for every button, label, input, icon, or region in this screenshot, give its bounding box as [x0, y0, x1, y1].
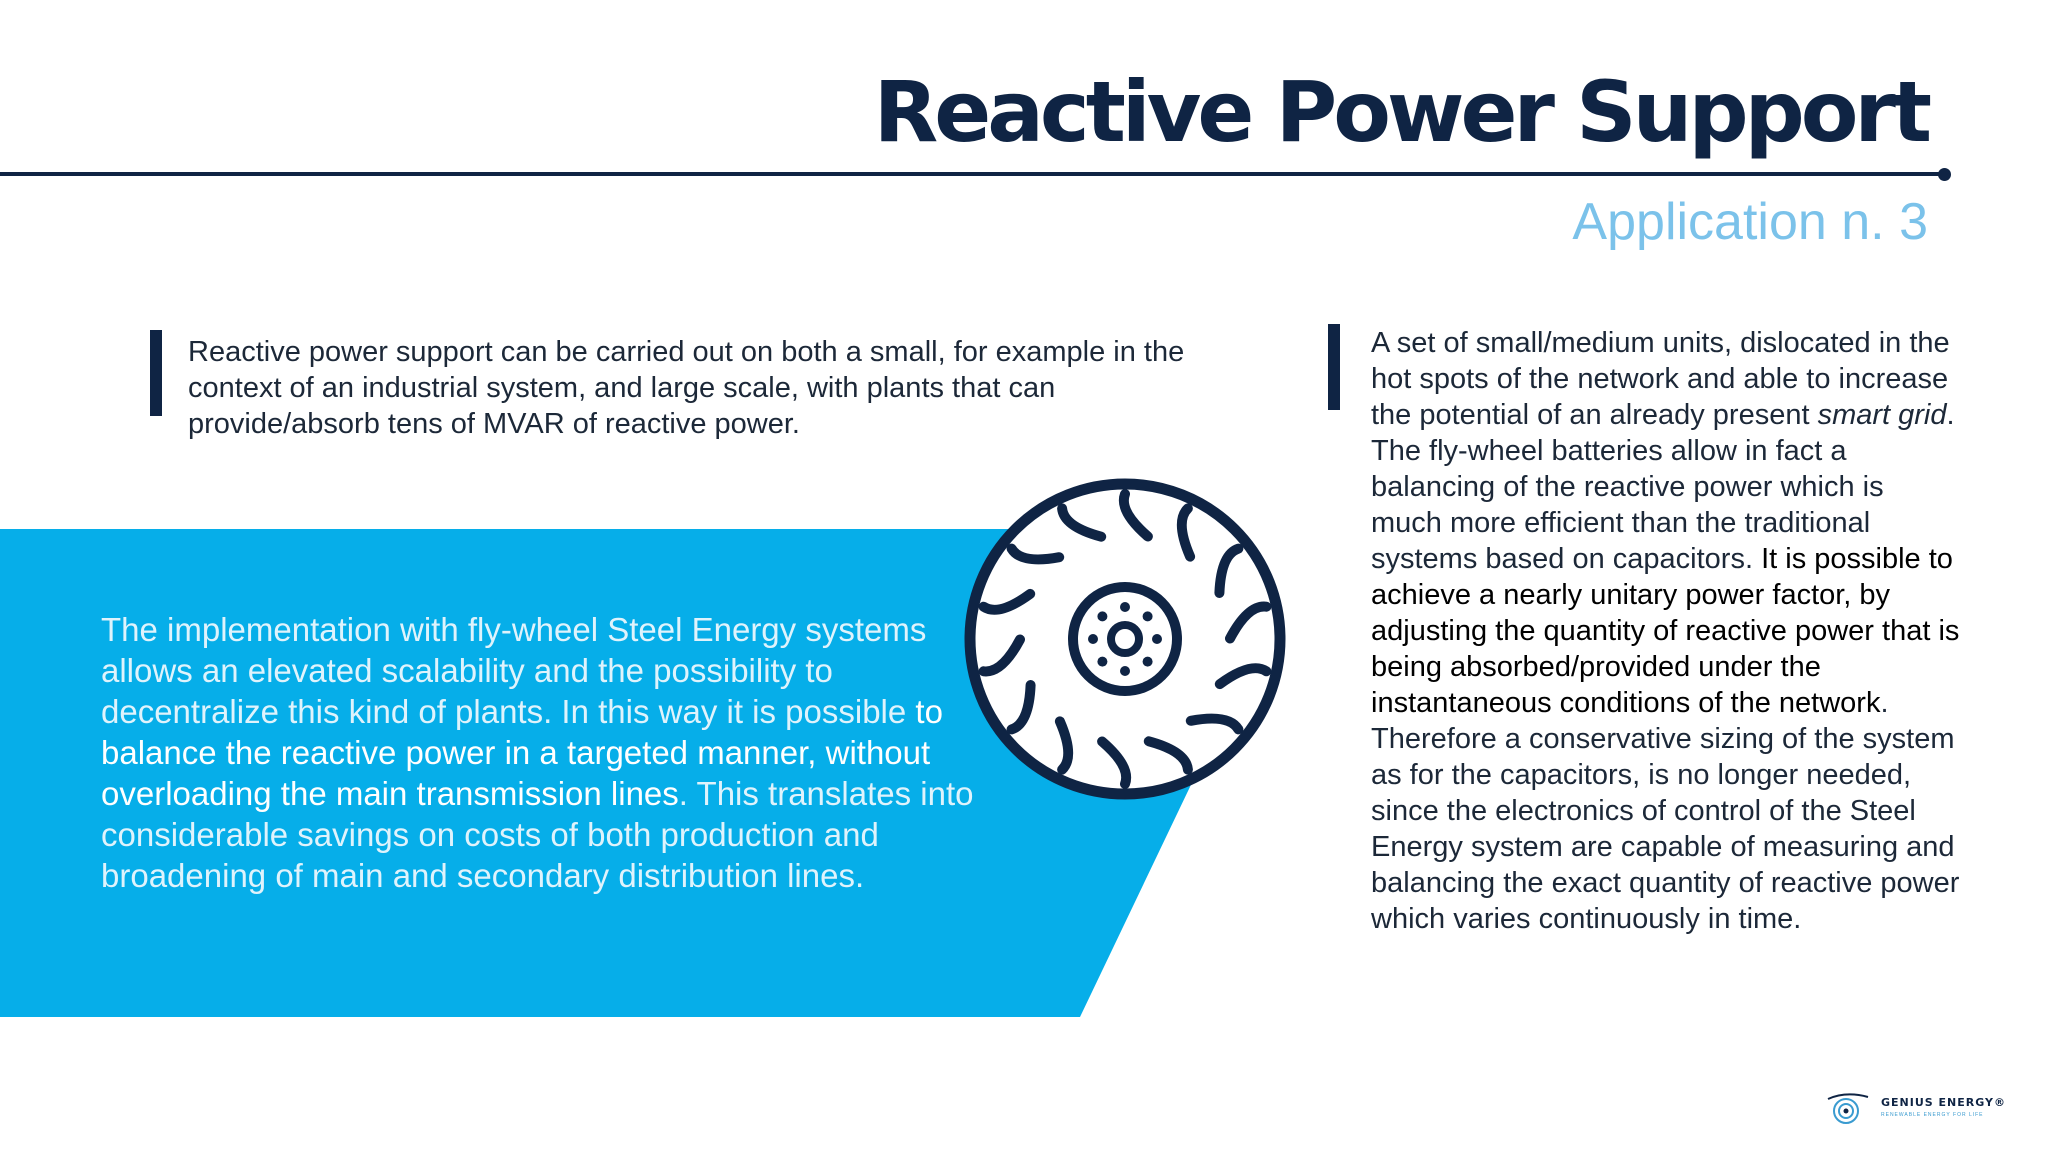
- body-paragraph: [1371, 325, 1961, 937]
- flywheel-hub-dot: [1143, 657, 1153, 667]
- callout-paragraph: [101, 609, 981, 896]
- flywheel-hub-dot: [1120, 666, 1130, 676]
- body-italic: smart grid: [1817, 399, 1947, 431]
- callout-text-1: The implementation with fly-wheel Steel Energy systems allows an elevated scalability and the possibility to decentralize this kind of plants. In this way it is possible: [101, 611, 927, 730]
- flywheel-hub-dot: [1088, 634, 1098, 644]
- slide-subtitle: Application n. 3: [1572, 193, 1928, 251]
- intro-quote-bar: [150, 330, 162, 416]
- flywheel-icon: [962, 476, 1288, 802]
- body-quote-bar: [1328, 324, 1340, 410]
- flywheel-hub-dot: [1097, 611, 1107, 621]
- logo-tagline: RENEWABLE ENERGY FOR LIFE: [1881, 1112, 1984, 1118]
- intro-paragraph: Reactive power support can be carried out on both a small, for example in the context of an industrial system, and large scale, with plants that can provide/absorb tens of MVAR of reactive power.: [188, 336, 1185, 440]
- body-emphasis: It is possible to achieve a nearly unitary power factor, by adjusting the quantity of reactive power that is being absorbed/provided under the instantaneous conditions of the network: [1371, 543, 1960, 719]
- body-text-3: . Therefore a conservative sizing of the system as for the capacitors, is no longer needed, since the electronics of control of the Steel Energy system are capable of measuring and balancing the exact quantity of reactive power which varies continuously in time.: [1371, 687, 1960, 935]
- flywheel-hub-dot: [1097, 657, 1107, 667]
- title-divider: [0, 172, 1948, 176]
- title-divider-dot: [1938, 168, 1951, 181]
- flywheel-hub-dot: [1120, 602, 1130, 612]
- body-text-2: . The fly-wheel batteries allow in fact a balancing of the reactive power which is much more efficient than the traditional systems based on capacitors.: [1371, 399, 1955, 575]
- logo-name: GENIUS ENERGY®: [1881, 1096, 2006, 1109]
- body-text-1: A set of small/medium units, dislocated in the hot spots of the network and able to increase the potential of an already present: [1371, 327, 1950, 431]
- flywheel-hub-dot: [1152, 634, 1162, 644]
- slide-title: Reactive Power Support: [873, 63, 1928, 161]
- callout-highlight: to balance the reactive power in a targeted manner, without overloading the main transmission lines: [101, 693, 943, 812]
- flywheel-hub-dot: [1143, 611, 1153, 621]
- callout-text-2: . This translates into considerable savings on costs of both production and broadening of main and secondary distribution lines.: [101, 775, 974, 894]
